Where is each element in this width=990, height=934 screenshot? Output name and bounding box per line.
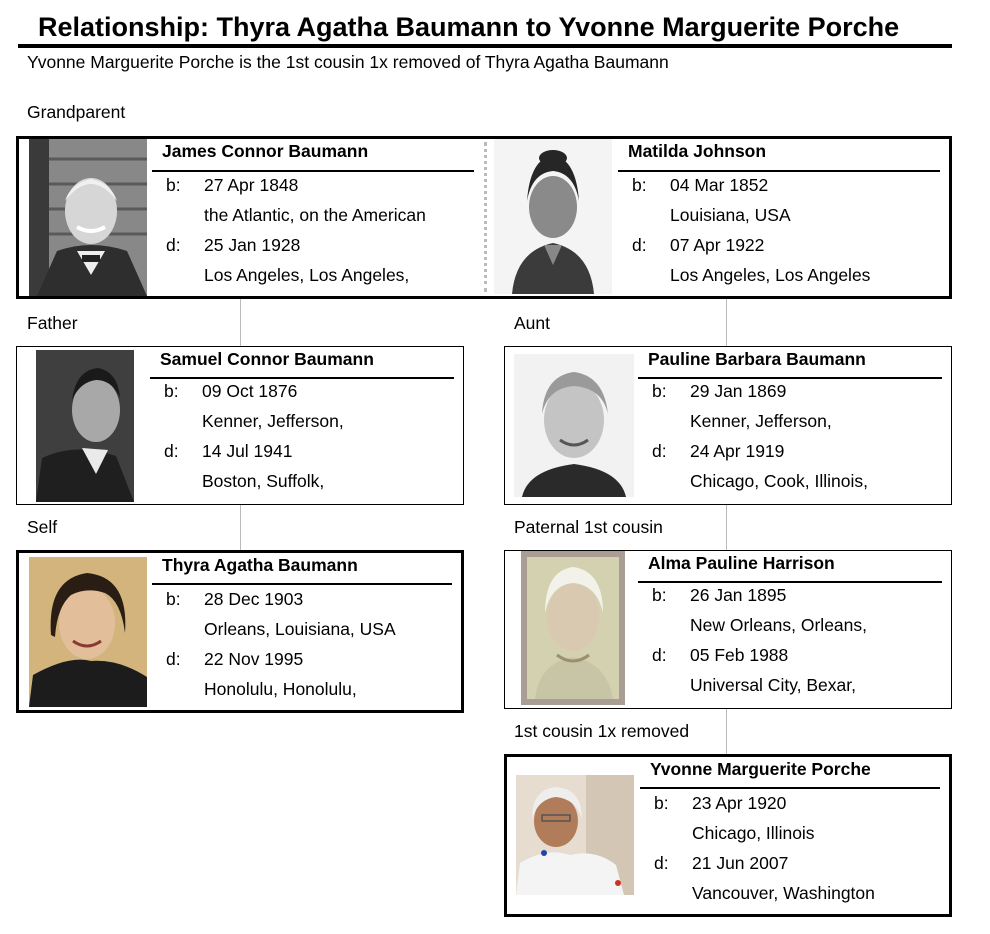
generation-label-removed: 1st cousin 1x removed <box>514 721 690 741</box>
death-label: d: <box>164 441 179 461</box>
birth-date: 27 Apr 1848 <box>204 175 299 195</box>
birth-place: Orleans, Louisiana, USA <box>204 619 396 639</box>
birth-date: 28 Dec 1903 <box>204 589 304 609</box>
title-divider <box>18 44 952 48</box>
death-place: Los Angeles, Los Angeles <box>670 265 871 285</box>
name-underline <box>152 583 452 585</box>
death-date: 05 Feb 1988 <box>690 645 789 665</box>
relationship-summary: Yvonne Marguerite Porche is the 1st cousin 1x removed of Thyra Agatha Baumann <box>27 52 669 72</box>
death-label: d: <box>654 853 669 873</box>
person-name-matilda: Matilda Johnson <box>628 141 767 161</box>
person-name-thyra: Thyra Agatha Baumann <box>162 555 358 575</box>
connector-line <box>726 504 727 550</box>
connector-line <box>726 709 727 755</box>
generation-label-cousin: Paternal 1st cousin <box>514 517 663 537</box>
birth-label: b: <box>164 381 179 401</box>
death-date: 22 Nov 1995 <box>204 649 304 669</box>
birth-label: b: <box>654 793 669 813</box>
birth-place: New Orleans, Orleans, <box>690 615 868 635</box>
person-name-alma: Alma Pauline Harrison <box>648 553 835 573</box>
birth-date: 23 Apr 1920 <box>692 793 787 813</box>
birth-date: 04 Mar 1852 <box>670 175 769 195</box>
birth-place: the Atlantic, on the American <box>204 205 426 225</box>
generation-label-aunt: Aunt <box>514 313 550 333</box>
generation-label-grandparent: Grandparent <box>27 102 126 122</box>
birth-label: b: <box>632 175 647 195</box>
birth-place: Kenner, Jefferson, <box>202 411 344 431</box>
birth-label: b: <box>166 175 181 195</box>
portrait-photo-alma <box>521 551 625 705</box>
birth-place: Kenner, Jefferson, <box>690 411 832 431</box>
death-date: 14 Jul 1941 <box>202 441 293 461</box>
generation-label-self: Self <box>27 517 58 537</box>
portrait-photo-samuel <box>36 350 134 502</box>
name-underline <box>638 581 942 583</box>
death-place: Los Angeles, Los Angeles, <box>204 265 410 285</box>
connector-line <box>726 298 727 346</box>
death-place: Chicago, Cook, Illinois, <box>690 471 868 491</box>
death-date: 25 Jan 1928 <box>204 235 301 255</box>
birth-date: 29 Jan 1869 <box>690 381 787 401</box>
birth-place: Chicago, Illinois <box>692 823 815 843</box>
portrait-photo-yvonne <box>516 775 634 895</box>
name-underline <box>152 170 474 172</box>
page-title: Relationship: Thyra Agatha Baumann to Yvonne Marguerite Porche <box>38 12 900 42</box>
death-place: Vancouver, Washington <box>692 883 875 903</box>
birth-label: b: <box>166 589 181 609</box>
death-place: Boston, Suffolk, <box>202 471 325 491</box>
portrait-photo-pauline <box>514 354 634 497</box>
portrait-photo-matilda <box>494 139 612 294</box>
death-label: d: <box>652 645 667 665</box>
person-name-samuel: Samuel Connor Baumann <box>160 349 374 369</box>
portrait-photo-thyra <box>29 557 147 707</box>
death-label: d: <box>166 235 181 255</box>
couple-separator <box>484 142 487 292</box>
death-date: 21 Jun 2007 <box>692 853 789 873</box>
birth-date: 09 Oct 1876 <box>202 381 298 401</box>
birth-label: b: <box>652 381 667 401</box>
name-underline <box>640 787 940 789</box>
birth-label: b: <box>652 585 667 605</box>
death-label: d: <box>652 441 667 461</box>
connector-line <box>240 298 241 346</box>
name-underline <box>150 377 454 379</box>
person-name-pauline: Pauline Barbara Baumann <box>648 349 866 369</box>
name-underline <box>638 377 942 379</box>
connector-line <box>240 504 241 550</box>
birth-place: Louisiana, USA <box>670 205 791 225</box>
generation-label-father: Father <box>27 313 78 333</box>
person-name-yvonne: Yvonne Marguerite Porche <box>650 759 871 779</box>
death-place: Universal City, Bexar, <box>690 675 856 695</box>
portrait-photo-james <box>29 139 147 296</box>
death-date: 07 Apr 1922 <box>670 235 765 255</box>
death-label: d: <box>166 649 181 669</box>
birth-date: 26 Jan 1895 <box>690 585 787 605</box>
name-underline <box>618 170 940 172</box>
death-place: Honolulu, Honolulu, <box>204 679 357 699</box>
death-label: d: <box>632 235 647 255</box>
death-date: 24 Apr 1919 <box>690 441 785 461</box>
person-name-james: James Connor Baumann <box>162 141 369 161</box>
